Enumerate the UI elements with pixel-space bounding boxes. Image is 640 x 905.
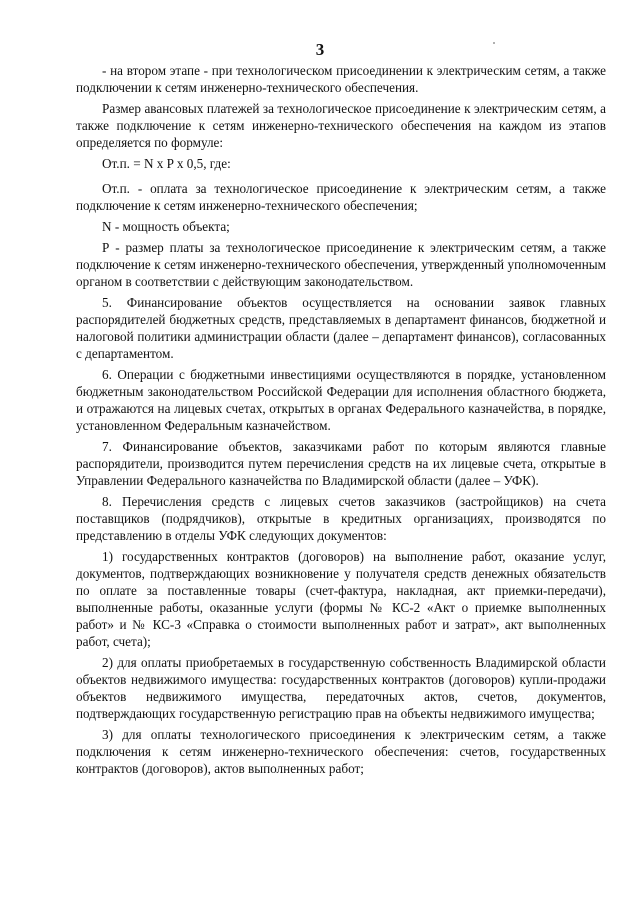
document-body (76, 62, 606, 781)
paragraph-def-otp: От.п. - оплата за технологическое присоединение к электрическим сетям, а также подключение к сетям инженерно-технического обеспечения; (76, 181, 606, 213)
paragraph-def-n: N - мощность объекта; (102, 219, 230, 234)
formula: От.п. = N x P x 0,5, где: (102, 156, 231, 171)
paragraph-subitem-2: 2) для оплаты приобретаемых в государственную собственность Владимирской области объектов недвижимого имущества: государственных контрактов (договоров) купли-продажи объектов недвижимого имущества, передаточных актов, счетов, документов, подтверждающих государственную регистрацию прав на объекты недвижимого имущества; (76, 655, 606, 721)
paragraph-subitem-1: 1) государственных контрактов (договоров) на выполнение работ, оказание услуг, документов, подтверждающих возникновение у получателя средств денежных обязательств по оплате за поставленные товары (счет-фактура, накладная, акт приемки-передачи), выполненные работы, оказанные услуги (формы № КС-2 «Акт о приемке выполненных работ» и № КС-3 «Справка о стоимости выполненных работ и затрат», акт выполненных работ, счета); (76, 549, 606, 649)
paragraph-subitem-3: 3) для оплаты технологического присоединения к электрическим сетям, а также подключения к сетям инженерно-технического обеспечения: счетов, государственных контрактов (договоров), актов выполненных работ; (76, 727, 606, 776)
paragraph-advance-payments: Размер авансовых платежей за технологическое присоединение к электрическим сетям, а также подключение к сетям инженерно-технического обеспечения на каждом из этапов определяется по формуле: (76, 101, 606, 150)
paragraph-item-7: 7. Финансирование объектов, заказчиками работ по которым являются главные распорядители, производится путем перечисления средств на их лицевые счета, открытые в Управлении Федерального казначейства по Владимирской области (далее – УФК). (76, 439, 606, 488)
page-number: 3 (315, 40, 325, 59)
paragraph-second-stage: - на втором этапе - при технологическом присоединении к электрическим сетям, а также подключении к сетям инженерно-технического обеспечения. (76, 63, 606, 95)
paragraph-def-p: Р - размер платы за технологическое присоединение к электрическим сетям, а также подключение к сетям инженерно-технического обеспечения, утвержденный уполномоченным органом в соответствии с действующим законодательством. (76, 240, 606, 289)
paragraph-item-8: 8. Перечисления средств с лицевых счетов заказчиков (застройщиков) на счета поставщиков (подрядчиков), открытые в кредитных организациях, производятся по представлению в отделы УФК следующих документов: (76, 494, 606, 543)
paragraph-item-5: 5. Финансирование объектов осуществляется на основании заявок главных распорядителей бюджетных средств, представляемых в департамент финансов, бюджетной и налоговой политики администрации области (далее – департамент финансов), согласованных с департаментом. (76, 295, 606, 361)
paragraph-item-6: 6. Операции с бюджетными инвестициями осуществляются в порядке, установленном бюджетным законодательством Российской Федерации для исполнения областного бюджета, и отражаются на лицевых счетах, открытых в органах Федерального казначейства, в порядке, установленном Федеральным казначейством. (76, 367, 606, 433)
